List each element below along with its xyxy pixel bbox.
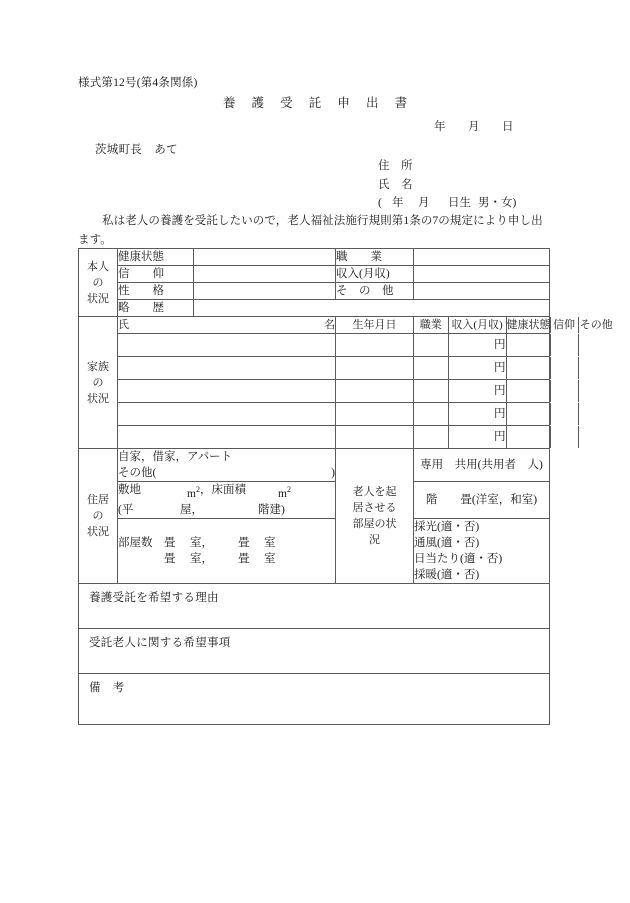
self-character-value[interactable] — [194, 283, 336, 300]
housing-label-line-2: の — [92, 509, 104, 522]
room-conditions-cell[interactable] — [414, 518, 550, 583]
table-row — [79, 482, 550, 519]
date-day-label: 日 — [502, 121, 514, 133]
dwelling-other-close: ) — [331, 467, 335, 479]
family-income-unit[interactable]: 円 — [448, 426, 506, 448]
family-name-value[interactable] — [118, 380, 336, 403]
family-section-label — [79, 317, 118, 449]
family-occupation-value[interactable] — [414, 357, 448, 379]
family-birthdate-value[interactable] — [336, 380, 414, 403]
table-row — [79, 673, 550, 724]
family-col-name-b: 名 — [324, 319, 335, 331]
family-label-line-2: の — [92, 376, 104, 389]
self-health-value[interactable] — [194, 249, 336, 266]
family-health-value[interactable] — [506, 334, 550, 356]
remarks-label: 備 考 — [89, 681, 125, 694]
applicant-address-label: 住 所 — [378, 160, 413, 172]
family-rest-cells — [414, 380, 550, 403]
self-other-label: そ の 他 — [336, 283, 414, 300]
family-col-name — [118, 317, 336, 334]
page-title: 養 護 受 託 申 出 書 — [222, 96, 414, 110]
birth-gender-label: 男・女) — [478, 197, 517, 209]
application-table — [78, 248, 613, 725]
applicant-name-label: 氏 名 — [378, 178, 413, 191]
land-unit: $m^2$ — [187, 485, 200, 500]
self-faith-label: 信 仰 — [118, 266, 194, 283]
family-rest-cells — [414, 426, 550, 449]
reason-label: 養護受託を希望する理由 — [89, 591, 219, 604]
rooms-label: 部屋数 — [118, 536, 153, 549]
structure-open: (平 — [118, 503, 134, 516]
family-rest-cells — [414, 357, 550, 380]
family-col-birthdate: 生年月日 — [336, 317, 414, 334]
family-health-value[interactable] — [506, 403, 550, 425]
family-label-line-1: 家族 — [87, 360, 109, 373]
family-name-value[interactable] — [118, 334, 336, 357]
housing-section-label — [79, 449, 118, 584]
family-birthdate-value[interactable] — [336, 426, 414, 449]
family-other-value[interactable] — [578, 426, 614, 448]
addressee-suffix: あて — [154, 144, 178, 156]
condition-heating: 採暖(適・否) — [414, 568, 480, 581]
family-occupation-value[interactable] — [414, 426, 448, 448]
condition-lighting: 採光(適・否) — [414, 520, 480, 533]
self-section-label — [79, 249, 118, 317]
family-col-occupation: 職業 — [414, 317, 448, 333]
structure-mid: 屋， — [180, 503, 203, 516]
rooms-room-4: 室 — [264, 552, 276, 565]
self-label-line-2: の — [92, 276, 104, 289]
date-month-label: 月 — [468, 121, 480, 133]
self-occupation-value[interactable] — [414, 249, 550, 266]
rooms-count-cell[interactable] — [118, 518, 336, 583]
family-occupation-value[interactable] — [414, 334, 448, 356]
rooms-tatami-2: 畳 — [238, 536, 250, 549]
land-area-cell[interactable] — [118, 482, 336, 519]
applicant-block — [378, 157, 516, 213]
table-row — [79, 426, 550, 449]
family-health-value[interactable] — [506, 380, 550, 402]
family-rest-cells — [414, 334, 550, 357]
rooms-line-2 — [118, 551, 335, 567]
elder-room-line-3: 部屋の状 — [352, 517, 397, 530]
family-income-unit[interactable]: 円 — [448, 380, 506, 402]
reason-section[interactable] — [79, 583, 550, 628]
table-row — [79, 266, 550, 283]
structure-line — [118, 502, 335, 518]
table-row — [79, 300, 550, 317]
form-code: 様式第12号(第4条関係) — [78, 77, 198, 89]
addressee — [95, 141, 178, 157]
dwelling-other-label: その他( — [118, 467, 157, 479]
rooms-tatami-4: 畳 — [238, 552, 250, 565]
table-row — [79, 518, 550, 583]
requests-label: 受託老人に関する希望事項 — [89, 636, 231, 649]
housing-label-line-3: 状況 — [87, 525, 109, 538]
family-name-value[interactable] — [118, 403, 336, 426]
family-health-value[interactable] — [506, 426, 550, 448]
date-year-label: 年 — [434, 121, 446, 133]
family-faith-value[interactable] — [550, 426, 578, 448]
dwelling-type-text: 自家，借家，アパート — [118, 451, 233, 463]
statement-text: 私は老人の養護を受託したいので，老人福祉法施行規則第1条の7の規定により申し出ます。 — [78, 215, 543, 246]
family-faith-value[interactable] — [550, 357, 578, 379]
floor-unit: $m^2$ — [278, 485, 291, 500]
structure-close: 階建) — [258, 503, 285, 516]
family-other-value[interactable] — [578, 334, 614, 356]
family-birthdate-value[interactable] — [336, 403, 414, 426]
elder-room-line-1: 老人を起 — [352, 485, 397, 498]
table-row — [79, 357, 550, 380]
self-label-line-1: 本人 — [87, 260, 109, 273]
family-birthdate-value[interactable] — [336, 334, 414, 357]
table-row — [79, 449, 550, 482]
housing-label-line-1: 住居 — [87, 493, 109, 506]
family-name-value[interactable] — [118, 426, 336, 449]
family-income-unit[interactable]: 円 — [448, 357, 506, 379]
family-birthdate-value[interactable] — [336, 357, 414, 380]
family-faith-value[interactable] — [550, 403, 578, 425]
rooms-tatami-1: 畳 — [164, 536, 176, 549]
rooms-room-1: 室， — [190, 536, 213, 549]
family-col-faith: 信仰 — [550, 317, 578, 333]
family-income-unit[interactable]: 円 — [448, 403, 506, 425]
family-income-unit[interactable]: 円 — [448, 334, 506, 356]
family-name-value[interactable] — [118, 357, 336, 380]
land-area-line — [118, 482, 335, 502]
condition-ventilation: 通風(適・否) — [414, 536, 480, 549]
table-row — [79, 403, 550, 426]
birth-open-paren: ( — [378, 197, 382, 209]
rooms-line-1 — [118, 535, 335, 551]
family-col-income: 収入(月収) — [448, 317, 506, 333]
rooms-room-2: 室 — [264, 536, 276, 549]
table-row — [79, 317, 550, 334]
family-occupation-value[interactable] — [414, 403, 448, 425]
family-col-health: 健康状態 — [506, 319, 551, 331]
family-other-value[interactable] — [578, 380, 614, 402]
land-label: 敷地 — [118, 484, 141, 496]
table-row — [79, 380, 550, 403]
table-row — [79, 334, 550, 357]
dwelling-other-line — [118, 465, 335, 481]
self-history-label: 略 歴 — [118, 300, 194, 317]
self-occupation-label: 職 業 — [336, 249, 414, 266]
self-character-label: 性 格 — [118, 283, 194, 300]
family-col-other: その他 — [579, 319, 613, 331]
rooms-room-3: 室， — [190, 552, 213, 565]
family-col-rest-head — [414, 317, 613, 334]
table-row — [79, 628, 550, 673]
family-label-line-3: 状況 — [87, 392, 109, 405]
birth-year-label: 年 — [392, 197, 404, 209]
remarks-section[interactable] — [79, 673, 550, 724]
date-line — [434, 118, 514, 134]
rooms-tatami-3: 畳 — [164, 552, 176, 565]
self-label-line-3: 状況 — [87, 292, 109, 305]
floor-area-label: ，床面積 — [200, 484, 246, 496]
applicant-birth-line — [378, 194, 516, 213]
table-row — [79, 249, 550, 266]
self-other-value[interactable] — [414, 283, 550, 300]
birth-month-label: 月 — [418, 197, 430, 209]
family-faith-value[interactable] — [550, 334, 578, 356]
family-other-value[interactable] — [578, 357, 614, 379]
family-health-value[interactable] — [506, 357, 550, 379]
family-occupation-value[interactable] — [414, 380, 448, 402]
family-faith-value[interactable] — [550, 380, 578, 402]
table-row — [79, 283, 550, 300]
family-rest-cells — [414, 403, 550, 426]
addressee-name: 茨城町長 — [95, 144, 143, 156]
table-row — [79, 583, 550, 628]
birth-day-label: 日生 — [448, 197, 471, 209]
elder-room-line-2: 居させる — [352, 501, 397, 514]
requests-section[interactable] — [79, 628, 550, 673]
elder-room-line-4: 況 — [369, 533, 380, 546]
room-usage-line[interactable]: 専用 共用(共用者 人) — [414, 449, 550, 482]
room-floor-line[interactable]: 階 畳(洋室，和室) — [414, 482, 550, 519]
rooms-label-spacer — [118, 551, 164, 567]
self-history-value[interactable] — [194, 300, 550, 317]
self-income-label: 収入(月収) — [336, 266, 414, 283]
self-faith-value[interactable] — [194, 266, 336, 283]
self-health-label: 健康状態 — [118, 249, 194, 266]
elder-room-label — [336, 449, 414, 584]
dwelling-type-cell[interactable] — [118, 449, 336, 482]
family-col-name-a: 氏 — [118, 319, 129, 331]
family-other-value[interactable] — [578, 403, 614, 425]
self-income-value[interactable] — [414, 266, 550, 283]
condition-sunlight: 日当たり(適・否) — [414, 552, 503, 565]
